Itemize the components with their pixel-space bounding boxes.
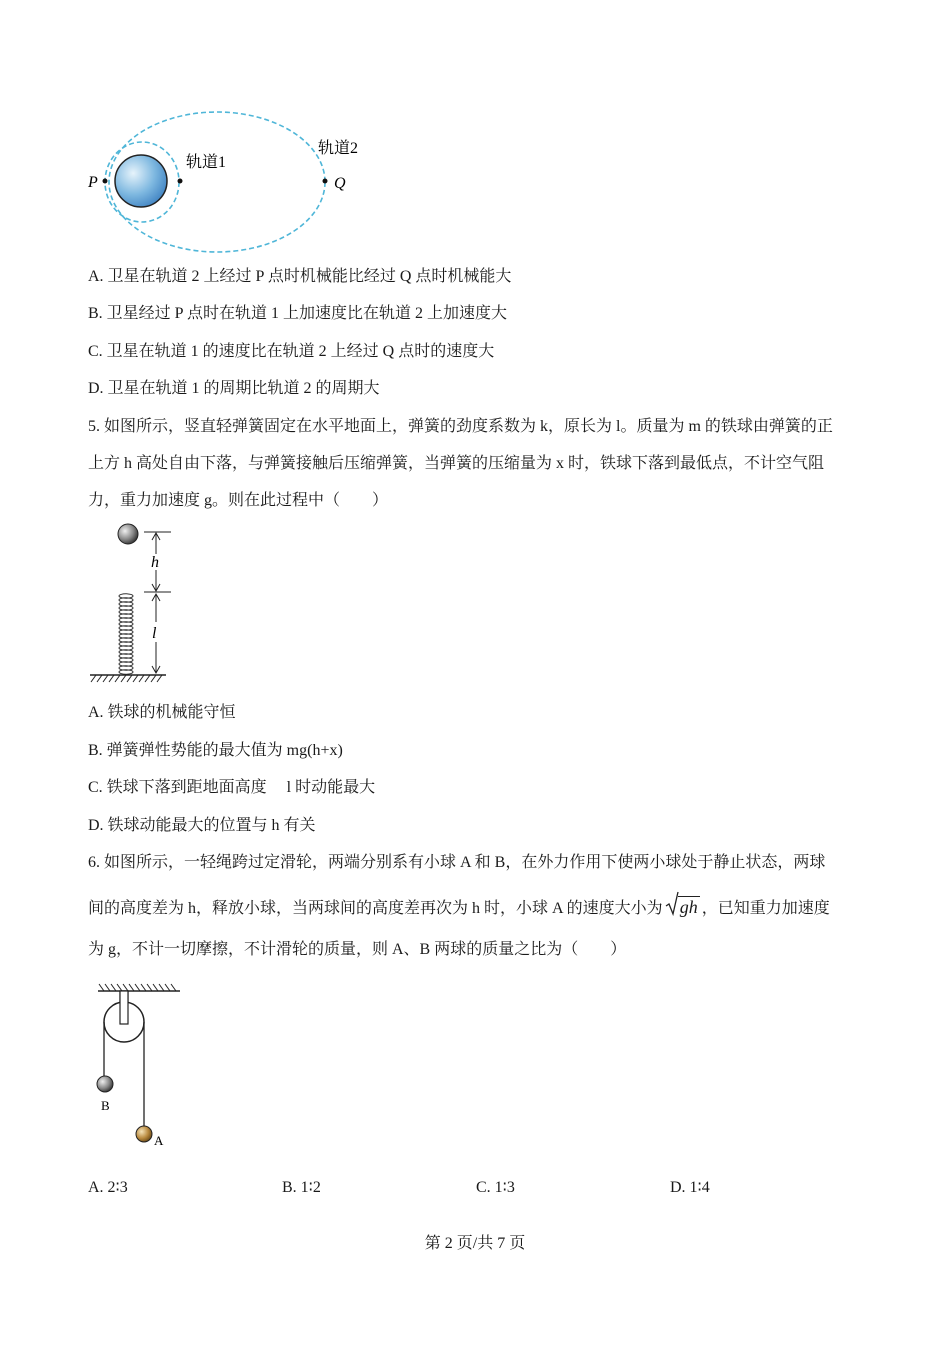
hatch-mark (141, 984, 146, 991)
q4-option-b[interactable]: B. 卫星经过 P 点时在轨道 1 上加速度比在轨道 2 上加速度大 (88, 305, 507, 322)
ball-b (97, 1076, 113, 1092)
orbit-figure (80, 108, 380, 258)
q5-stem-line1: 5. 如图所示，竖直轻弹簧固定在水平地面上，弹簧的劲度系数为 k，原长为 l。质量为 m 的铁球由弹簧的正 (88, 418, 833, 435)
spring (119, 594, 133, 674)
hatch-mark (147, 984, 152, 991)
q4-option-c[interactable]: C. 卫星在轨道 1 的速度比在轨道 2 上经过 Q 点时的速度大 (88, 343, 495, 360)
hatch-mark (135, 984, 140, 991)
q6-option-c[interactable]: C. 1∶3 (476, 1179, 515, 1196)
height-h-label: h (151, 554, 159, 571)
hatch-mark (171, 984, 176, 991)
q4-option-d[interactable]: D. 卫星在轨道 1 的周期比轨道 2 的周期大 (88, 380, 380, 397)
q5-option-a[interactable]: A. 铁球的机械能守恒 (88, 704, 236, 721)
orbit2-label: 轨道2 (318, 140, 359, 157)
hatch-mark (105, 984, 110, 991)
hatch-mark (117, 984, 122, 991)
hatch-mark (115, 675, 120, 682)
ball-a-label: A (154, 1133, 164, 1148)
pulley-figure (90, 978, 190, 1150)
sqrt-sign (665, 891, 679, 917)
hatch-mark (157, 675, 162, 682)
hatch-mark (103, 675, 108, 682)
ball-b-label: B (101, 1098, 110, 1113)
q6-option-a[interactable]: A. 2∶3 (88, 1179, 128, 1196)
point-p-label: P (88, 174, 98, 191)
hatch-mark (151, 675, 156, 682)
hatch-mark (97, 675, 102, 682)
hatch-mark (159, 984, 164, 991)
q6-stem-line2-a: 间的高度差为 h，释放小球，当两球间的高度差再次为 h 时，小球 A 的速度大小为 (88, 900, 663, 917)
point-p-dot (103, 179, 108, 184)
q6-option-b[interactable]: B. 1∶2 (282, 1179, 321, 1196)
q6-option-d[interactable]: D. 1∶4 (670, 1179, 710, 1196)
q5-stem-line2: 上方 h 高处自由下落，与弹簧接触后压缩弹簧，当弹簧的压缩量为 x 时，铁球下落到最低点，不计空气阻 (88, 455, 825, 472)
q4-option-a[interactable]: A. 卫星在轨道 2 上经过 P 点时机械能比经过 Q 点时机械能大 (88, 268, 512, 285)
hatch-mark (145, 675, 150, 682)
q5-option-b[interactable]: B. 弹簧弹性势能的最大值为 mg(h+x) (88, 742, 343, 759)
point-q-label: Q (334, 175, 346, 192)
hatch-mark (111, 984, 116, 991)
q5-option-c[interactable]: C. 铁球下落到距地面高度 l 时动能最大 (88, 779, 376, 796)
hatch-mark (109, 675, 114, 682)
hatch-mark (121, 675, 126, 682)
hatch-mark (99, 984, 104, 991)
orbit1-label: 轨道1 (186, 154, 227, 171)
sqrt-expression (665, 897, 700, 919)
q6-stem-line2-b: ，已知重力加速度 (701, 900, 830, 917)
q5-option-d[interactable]: D. 铁球动能最大的位置与 h 有关 (88, 817, 316, 834)
iron-ball (118, 524, 138, 544)
ball-a (136, 1126, 152, 1142)
hatch-mark (133, 675, 138, 682)
hatch-mark (123, 984, 128, 991)
q6-stem-line2 (88, 897, 830, 919)
hatch-mark (91, 675, 96, 682)
hatch-mark (127, 675, 132, 682)
q5-stem-line3: 力，重力加速度 g。则在此过程中（ ） (88, 492, 389, 509)
hatch-mark (165, 984, 170, 991)
hatch-mark (153, 984, 158, 991)
orbit1-right-dot (178, 179, 183, 184)
length-l-label: l (152, 625, 157, 642)
q6-stem-line1: 6. 如图所示，一轻绳跨过定滑轮，两端分别系有小球 A 和 B，在外力作用下使两小球处于静止状态，两球 (88, 854, 826, 871)
spring-figure (84, 518, 184, 690)
hatch-mark (129, 984, 134, 991)
point-q-dot (323, 179, 328, 184)
hatch-mark (139, 675, 144, 682)
sqrt-argument: gh (679, 897, 698, 917)
page-number: 第 2 页/共 7 页 (424, 1235, 526, 1252)
planet (115, 155, 167, 207)
q6-stem-line3: 为 g，不计一切摩擦，不计滑轮的质量，则 A、B 两球的质量之比为（ ） (88, 941, 627, 958)
